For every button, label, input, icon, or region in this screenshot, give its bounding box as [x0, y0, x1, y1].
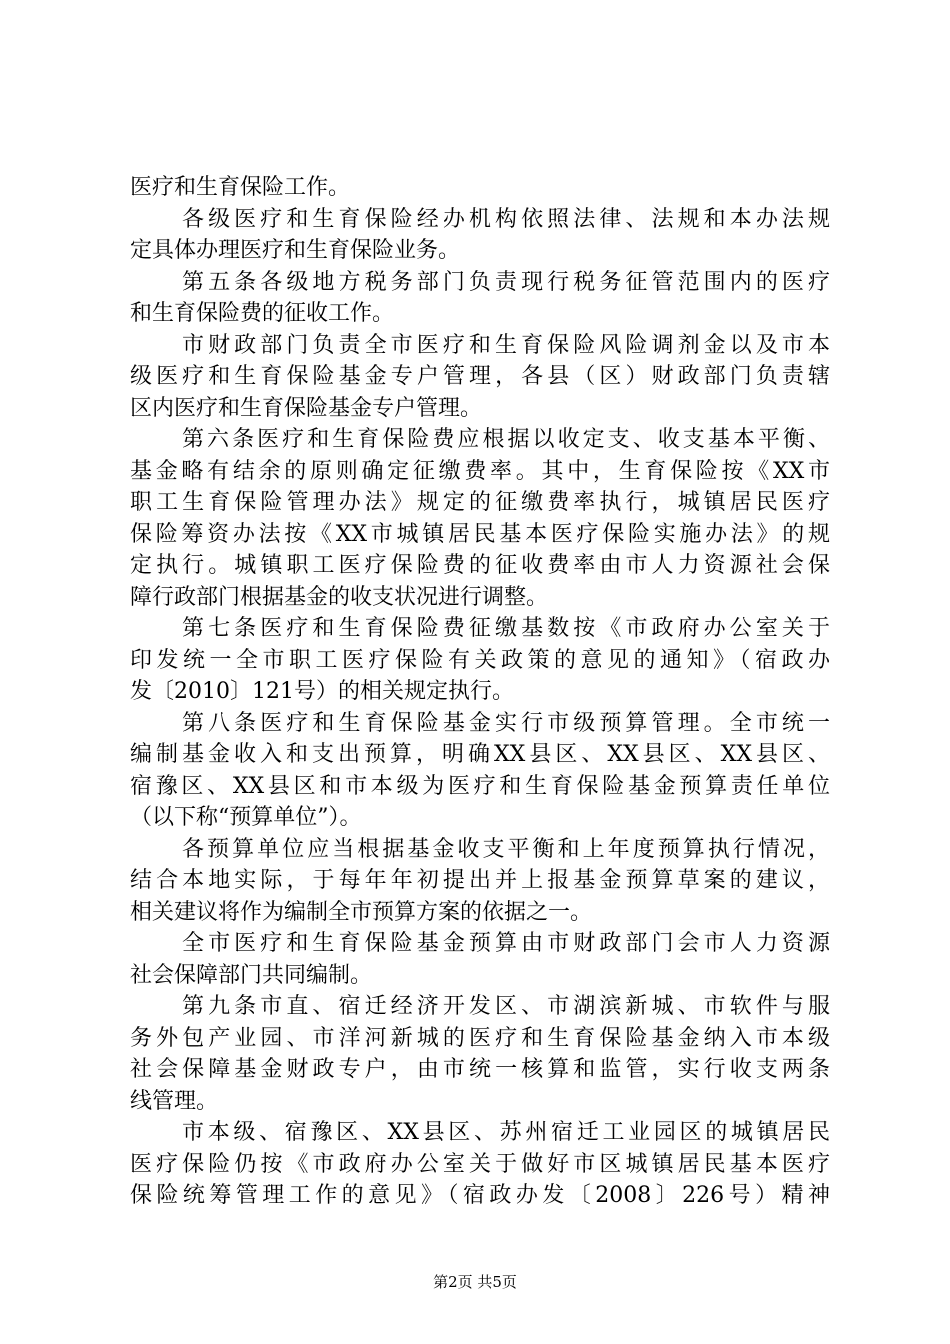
text-line: 结合本地实际，于每年年初提出并上报基金预算草案的建议，: [130, 868, 830, 893]
text-line: 务外包产业园、市洋河新城的医疗和生育保险基金纳入市本级: [130, 1025, 830, 1051]
text-line: 职工生育保险管理办法》规定的征缴费率执行，城镇居民医疗: [130, 490, 830, 515]
text-line: 编制基金收入和支出预算，明确XX县区、XX县区、XX县区、: [130, 742, 830, 767]
page-number-footer: 第2页 共5页: [433, 1273, 517, 1291]
text-line: 医疗保险仍按《市政府办公室关于做好市区城镇居民基本医疗: [130, 1151, 830, 1177]
text-line: 基金略有结余的原则确定征缴费率。其中，生育保险按《XX市: [130, 458, 830, 484]
text-line: 第六条医疗和生育保险费应根据以收定支、收支基本平衡、: [182, 427, 830, 452]
text-line: （以下称“预算单位”）。: [130, 805, 362, 830]
text-line: 发〔2010〕121号）的相关规定执行。: [130, 679, 514, 704]
text-line: 各级医疗和生育保险经办机构依照法律、法规和本办法规: [182, 206, 830, 232]
text-line: 社会保障基金财政专户，由市统一核算和监管，实行收支两条: [130, 1057, 830, 1082]
text-line: 和生育保险费的征收工作。: [130, 301, 395, 326]
text-line: 社会保障部门共同编制。: [130, 962, 373, 988]
text-line: 线管理。: [130, 1088, 219, 1114]
text-line: 区内医疗和生育保险基金专户管理。: [130, 395, 483, 421]
text-line: 第五条各级地方税务部门负责现行税务征管范围内的医疗: [182, 269, 830, 295]
text-line: 保险筹资办法按《XX市城镇居民基本医疗保险实施办法》的规: [130, 521, 830, 547]
text-line: 医疗和生育保险工作。: [130, 175, 351, 200]
text-line: 级医疗和生育保险基金专户管理，各县（区）财政部门负责辖: [130, 364, 830, 389]
text-line: 障行政部门根据基金的收支状况进行调整。: [130, 584, 549, 610]
text-line: 市财政部门负责全市医疗和生育保险风险调剂金以及市本: [182, 332, 830, 358]
text-line: 宿豫区、XX县区和市本级为医疗和生育保险基金预算责任单位: [130, 773, 830, 799]
text-line: 保险统筹管理工作的意见》（宿政办发〔2008〕226号）精神: [130, 1183, 830, 1208]
document-body: [130, 172, 830, 1212]
text-line: 定具体办理医疗和生育保险业务。: [130, 238, 461, 263]
text-line: 定执行。城镇职工医疗保险费的征收费率由市人力资源社会保: [130, 553, 830, 578]
text-line: 印发统一全市职工医疗保险有关政策的意见的通知》（宿政办: [130, 647, 830, 673]
text-line: 全市医疗和生育保险基金预算由市财政部门会市人力资源: [182, 931, 830, 956]
text-line: 相关建议将作为编制全市预算方案的依据之一。: [130, 899, 593, 925]
text-line: 第九条市直、宿迁经济开发区、市湖滨新城、市软件与服: [182, 994, 830, 1019]
text-line: 第八条医疗和生育保险基金实行市级预算管理。全市统一: [182, 710, 830, 736]
text-line: 各预算单位应当根据基金收支平衡和上年度预算执行情况，: [182, 836, 830, 862]
text-line: 市本级、宿豫区、XX县区、苏州宿迁工业园区的城镇居民: [182, 1120, 830, 1145]
text-line: 第七条医疗和生育保险费征缴基数按《市政府办公室关于: [182, 616, 830, 641]
